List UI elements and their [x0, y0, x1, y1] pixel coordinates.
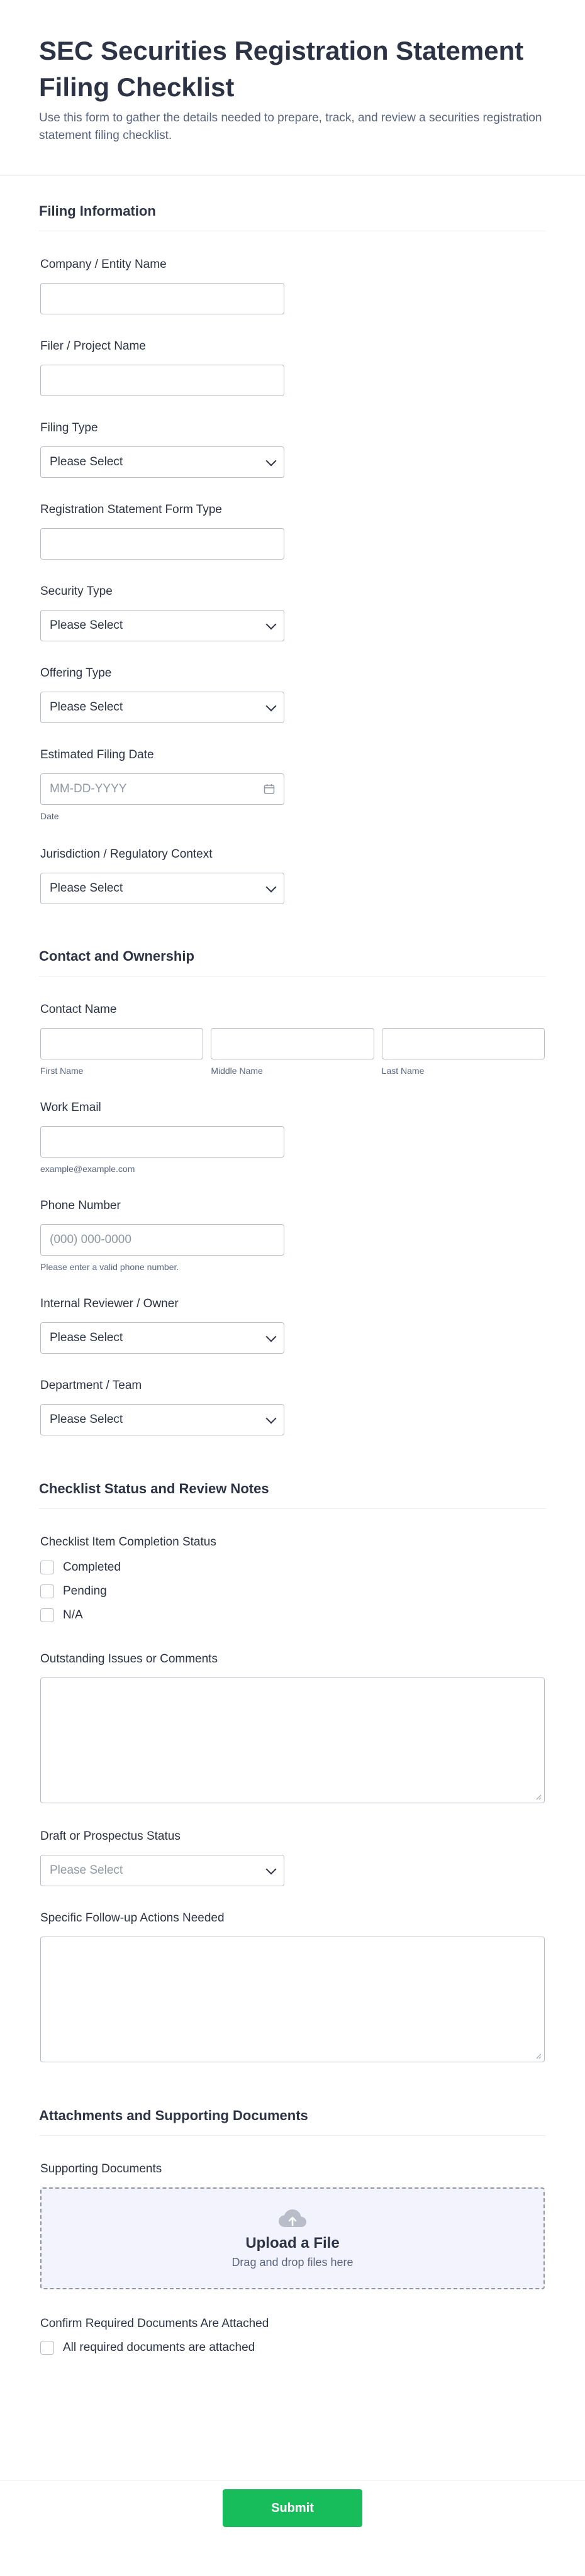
select-value: Please Select: [50, 882, 123, 895]
select-value: Please Select: [50, 700, 123, 714]
field-security-type: [39, 585, 546, 641]
first-name-input[interactable]: [40, 1028, 203, 1059]
submit-button[interactable]: Submit: [223, 2489, 362, 2527]
cloud-upload-icon: [277, 2208, 308, 2230]
chevron-down-icon: [266, 1332, 277, 1342]
middle-name-col: [211, 1028, 374, 1076]
work-email-input[interactable]: [40, 1126, 284, 1158]
select-value: Please Select: [50, 455, 123, 468]
calendar-icon[interactable]: [264, 783, 275, 795]
field-label: Draft or Prospectus Status: [40, 1830, 181, 1843]
field-sublabel: Last Name: [381, 1066, 425, 1076]
filer-name-input[interactable]: [40, 365, 284, 396]
resize-handle-icon[interactable]: [535, 1794, 542, 1800]
checkbox-option-na[interactable]: [40, 1603, 545, 1627]
field-label: Supporting Documents: [40, 2162, 162, 2175]
upload-subtitle: Drag and drop files here: [231, 2255, 354, 2269]
section-filing-information: [0, 175, 585, 904]
field-label: Registration Statement Form Type: [40, 503, 222, 516]
field-label: Contact Name: [40, 1003, 117, 1016]
outstanding-issues-textarea[interactable]: [40, 1678, 545, 1803]
form-title: SEC Securities Registration Statement Filing Checklist: [39, 36, 524, 102]
section-title: Filing Information: [39, 203, 546, 231]
field-label: Company / Entity Name: [40, 258, 167, 271]
jurisdiction-select[interactable]: [40, 873, 284, 904]
field-form-type: [39, 503, 546, 560]
section-checklist-status: [0, 1435, 585, 2062]
field-label: Internal Reviewer / Owner: [40, 1297, 179, 1310]
name-row: [40, 1028, 545, 1076]
department-select[interactable]: [40, 1404, 284, 1435]
field-label: Estimated Filing Date: [40, 748, 154, 761]
checkbox-option-all-attached[interactable]: [40, 2336, 545, 2360]
field-filing-date: [39, 748, 546, 821]
field-work-email: [39, 1101, 546, 1174]
field-label: Offering Type: [40, 666, 112, 680]
form-type-input[interactable]: [40, 528, 284, 560]
field-label: Outstanding Issues or Comments: [40, 1652, 218, 1666]
form-header: [0, 0, 585, 175]
field-label: Checklist Item Completion Status: [40, 1535, 216, 1549]
field-sublabel: First Name: [40, 1066, 84, 1076]
file-upload-dropzone[interactable]: [40, 2187, 545, 2289]
checkbox[interactable]: [40, 1561, 54, 1574]
field-label: Department / Team: [40, 1379, 142, 1392]
select-value: Please Select: [50, 619, 123, 632]
field-label: Filer / Project Name: [40, 340, 146, 353]
field-confirm-documents: [39, 2317, 546, 2360]
reviewer-select[interactable]: [40, 1322, 284, 1354]
field-followup: [39, 1911, 546, 2062]
checkbox-label: All required documents are attached: [63, 2341, 255, 2354]
first-name-col: [40, 1028, 203, 1076]
select-value: Please Select: [50, 1331, 123, 1344]
field-company-name: [39, 258, 546, 314]
field-filing-type: [39, 421, 546, 478]
field-sublabel: Please enter a valid phone number.: [40, 1262, 179, 1272]
company-name-input[interactable]: [40, 283, 284, 314]
checkbox-option-completed[interactable]: [40, 1556, 545, 1579]
checkbox-group: [40, 2336, 545, 2360]
middle-name-input[interactable]: [211, 1028, 374, 1059]
field-sublabel: Middle Name: [211, 1066, 263, 1076]
section-title: Contact and Ownership: [39, 948, 546, 976]
resize-handle-icon[interactable]: [535, 2053, 542, 2059]
checkbox[interactable]: [40, 2341, 54, 2355]
field-label: Confirm Required Documents Are Attached: [40, 2317, 269, 2330]
field-label: Security Type: [40, 585, 113, 598]
field-completion-status: [39, 1535, 546, 1627]
select-value: Please Select: [50, 1413, 123, 1426]
section-title: Attachments and Supporting Documents: [39, 2108, 546, 2136]
checkbox-label: Pending: [63, 1584, 107, 1598]
checkbox[interactable]: [40, 1584, 54, 1598]
phone-input[interactable]: [40, 1224, 284, 1256]
phone-placeholder: (000) 000-0000: [50, 1233, 131, 1246]
followup-textarea[interactable]: [40, 1937, 545, 2062]
checkbox-group: [40, 1556, 545, 1627]
chevron-down-icon: [266, 701, 277, 712]
field-draft-status: [39, 1830, 546, 1886]
checkbox[interactable]: [40, 1608, 54, 1622]
field-offering-type: [39, 666, 546, 723]
offering-type-select[interactable]: [40, 692, 284, 723]
field-outstanding-issues: [39, 1652, 546, 1803]
form-footer: [0, 2480, 585, 2576]
security-type-select[interactable]: [40, 610, 284, 641]
last-name-input[interactable]: [382, 1028, 545, 1059]
checkbox-label: Completed: [63, 1561, 121, 1574]
select-value: Please Select: [50, 1864, 123, 1877]
field-contact-name: [39, 1003, 546, 1076]
upload-title: Upload a File: [245, 2234, 340, 2252]
field-label: Jurisdiction / Regulatory Context: [40, 848, 213, 861]
last-name-col: [382, 1028, 545, 1076]
field-sublabel: Date: [40, 811, 59, 821]
form-subtitle: Use this form to gather the details needed to prepare, track, and review a securities registration statement filing checklist.: [39, 111, 542, 142]
field-jurisdiction: [39, 848, 546, 904]
date-placeholder: MM-DD-YYYY: [50, 782, 127, 795]
field-label: Filing Type: [40, 421, 98, 434]
field-department: [39, 1379, 546, 1435]
filing-type-select[interactable]: [40, 446, 284, 478]
field-label: Phone Number: [40, 1199, 121, 1212]
field-label: Work Email: [40, 1101, 101, 1114]
chevron-down-icon: [266, 619, 277, 630]
field-sublabel: example@example.com: [40, 1164, 135, 1174]
filing-date-input[interactable]: [40, 773, 284, 805]
checkbox-option-pending[interactable]: [40, 1579, 545, 1603]
chevron-down-icon: [266, 1864, 277, 1875]
checkbox-label: N/A: [63, 1608, 83, 1622]
chevron-down-icon: [266, 1413, 277, 1424]
draft-status-select[interactable]: [40, 1855, 284, 1886]
chevron-down-icon: [266, 882, 277, 893]
chevron-down-icon: [266, 456, 277, 467]
section-title: Checklist Status and Review Notes: [39, 1481, 546, 1509]
field-phone: [39, 1199, 546, 1272]
field-filer-name: [39, 340, 546, 396]
section-attachments: [0, 2062, 585, 2360]
field-supporting-documents: [39, 2162, 546, 2289]
section-contact-ownership: [0, 904, 585, 1435]
field-reviewer: [39, 1297, 546, 1354]
field-label: Specific Follow-up Actions Needed: [40, 1911, 225, 1925]
